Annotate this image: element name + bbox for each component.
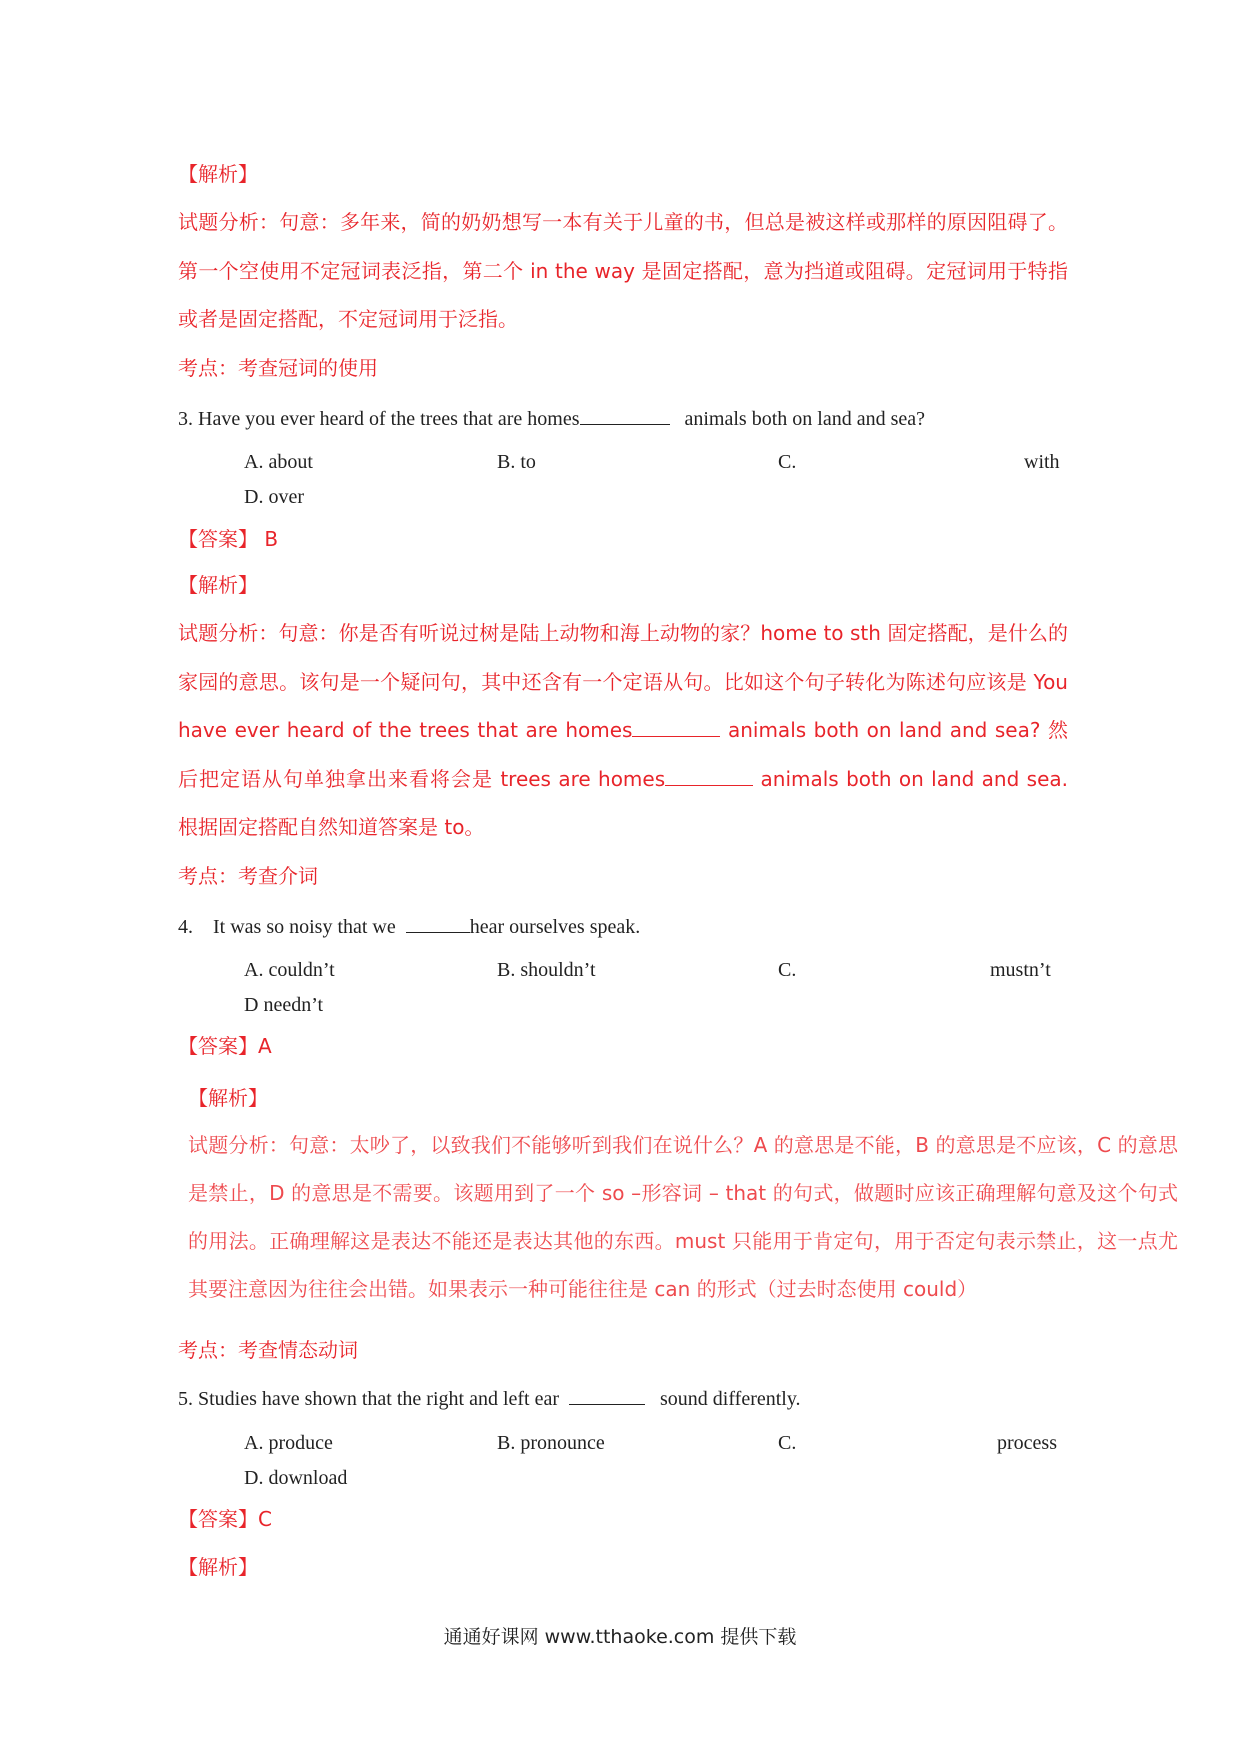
q5-answer: 【答案】C	[178, 1507, 272, 1531]
q4-stem-after: hear ourselves speak.	[469, 916, 641, 938]
q5-stem	[178, 1386, 801, 1411]
q5-option-b: B. pronounce	[497, 1432, 605, 1454]
q5-option-c-label: C.	[778, 1432, 797, 1454]
q3-option-d: D. over	[244, 486, 304, 508]
q4-analysis: 试题分析：句意：太吵了，以致我们不能够听到我们在说什么？A 的意思是不能，B 的意思是不应该，C 的意思是禁止，D 的意思是不需要。该题用到了一个 so –形容词 – that 的句式，做题时应该正确理解句意及这个句式的用法。正确理解这是表达不能还是表达其他的东西。must 只能用于肯定句，用于否定句表示禁止，这一点尤其要注意因为往往会出错。如果表示一种可能往往是 can 的形式（过去时态使用 could）	[188, 1133, 1178, 1301]
q3-option-a: A. about	[244, 451, 313, 473]
q5-blank	[569, 1386, 645, 1405]
q3-option-b: B. to	[497, 451, 536, 473]
q2-analysis: 试题分析：句意：多年来，简的奶奶想写一本有关于儿童的书，但总是被这样或那样的原因阻碍了。第一个空使用不定冠词表泛指，第二个 in the way 是固定搭配，意为挡道或阻碍。定冠词用于特指或者是固定搭配，不定冠词用于泛指。	[178, 210, 1068, 331]
q3-jiexi-label: 【解析】	[178, 573, 258, 597]
q3-option-c-text: with	[1024, 451, 1060, 473]
q4-stem	[178, 914, 640, 939]
q2-jiexi-label: 【解析】	[178, 162, 258, 186]
q5-stem-after: sound differently.	[660, 1388, 801, 1410]
q3-analysis-blank-2	[665, 767, 753, 786]
q4-option-b: B. shouldn’t	[497, 959, 596, 981]
q3-analysis-part1: 试题分析：句意：你是否有听说过树是陆上动物和海上动物的家？home to sth 固定搭配，是什么的家园的意思。该句是一个疑问句，其中还含有一个定语从句。比如这个句子转化为陈述句应该是 You have ever heard of the trees that are homes	[178, 621, 1068, 742]
q4-answer: 【答案】A	[178, 1034, 272, 1058]
q4-option-d: D needn’t	[244, 994, 324, 1016]
q4-number: 4.	[178, 916, 193, 938]
page-footer: 通通好课网 www.tthaoke.com 提供下载	[443, 1626, 797, 1648]
q5-jiexi-label: 【解析】	[178, 1555, 258, 1579]
q3-analysis-part3: animals both on land and sea. 根据固定搭配自然知道答案是 to。	[178, 766, 1068, 839]
q4-option-a: A. couldn’t	[244, 959, 335, 981]
q5-stem-before: 5. Studies have shown that the right and left ear	[178, 1388, 560, 1410]
q3-analysis-part2: animals both on land and sea? 然后把定语从句单独拿出来看将会是 trees are homes	[178, 718, 1068, 791]
q3-stem	[178, 406, 925, 431]
q3-option-c-label: C.	[778, 451, 797, 473]
q4-option-c-label: C.	[778, 959, 797, 981]
q4-jiexi-label: 【解析】	[188, 1086, 268, 1110]
q2-kaodian: 考点：考查冠词的使用	[178, 356, 378, 380]
q3-stem-before: 3. Have you ever heard of the trees that are homes	[178, 408, 580, 430]
q5-option-d: D. download	[244, 1467, 348, 1489]
q4-option-c-text: mustn’t	[990, 959, 1051, 981]
q4-kaodian: 考点：考查情态动词	[178, 1338, 358, 1362]
q4-blank	[406, 914, 470, 933]
q3-stem-after: animals both on land and sea?	[684, 408, 925, 430]
q3-answer: 【答案】 B	[178, 527, 279, 551]
q3-kaodian: 考点：考查介词	[178, 864, 318, 888]
q3-analysis-blank-1	[632, 718, 720, 737]
q3-analysis	[178, 609, 1068, 852]
q5-option-a: A. produce	[244, 1432, 333, 1454]
q5-option-c-text: process	[997, 1432, 1057, 1454]
q3-blank	[580, 406, 670, 425]
q4-stem-before: It was so noisy that we	[213, 916, 396, 938]
